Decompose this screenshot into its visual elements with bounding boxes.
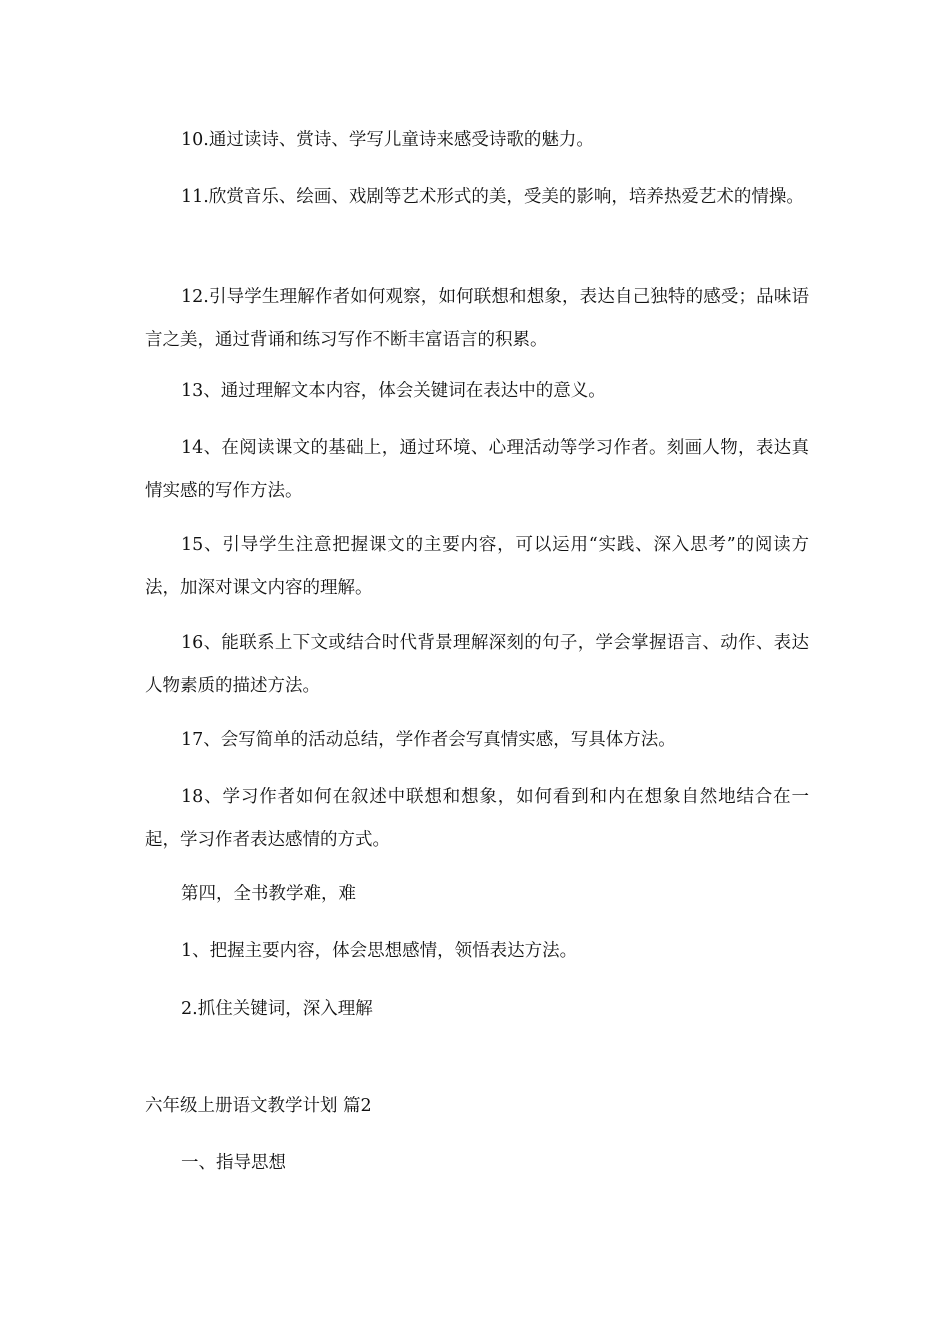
paragraph-12: 12.引导学生理解作者如何观察，如何联想和想象，表达自己独特的感受；品味语言之美，通过背诵和练习写作不断丰富语言的积累。 — [145, 287, 809, 350]
paragraph-10: 10.通过读诗、赏诗、学写儿童诗来感受诗歌的魅力。 — [181, 130, 594, 150]
paragraph-17: 17、会写简单的活动总结，学作者会写真情实感，写具体方法。 — [181, 730, 676, 750]
paragraph-16: 16、能联系上下文或结合时代背景理解深刻的句子，学会掌握语言、动作、表达人物素质的描述方法。 — [145, 633, 809, 696]
paragraph-15: 15、引导学生注意把握课文的主要内容，可以运用“实践、深入思考”的阅读方法，加深对课文内容的理解。 — [145, 535, 809, 598]
paragraph-14: 14、在阅读课文的基础上，通过环境、心理活动等学习作者。刻画人物，表达真情实感的写作方法。 — [145, 438, 809, 501]
difficulty-item-2: 2.抓住关键词，深入理解 — [181, 999, 373, 1019]
section-four-heading: 第四，全书教学难，难 — [181, 884, 356, 904]
guiding-thought-heading: 一、指导思想 — [181, 1153, 286, 1173]
paragraph-11: 11.欣赏音乐、绘画、戏剧等艺术形式的美，受美的影响，培养热爱艺术的情操。 — [181, 187, 804, 207]
section-title: 六年级上册语文教学计划 篇2 — [145, 1096, 372, 1116]
paragraph-13: 13、通过理解文本内容，体会关键词在表达中的意义。 — [181, 381, 606, 401]
paragraph-18: 18、学习作者如何在叙述中联想和想象，如何看到和内在想象自然地结合在一起，学习作者表达感情的方式。 — [145, 787, 809, 850]
difficulty-item-1: 1、把握主要内容，体会思想感情，领悟表达方法。 — [181, 941, 578, 961]
